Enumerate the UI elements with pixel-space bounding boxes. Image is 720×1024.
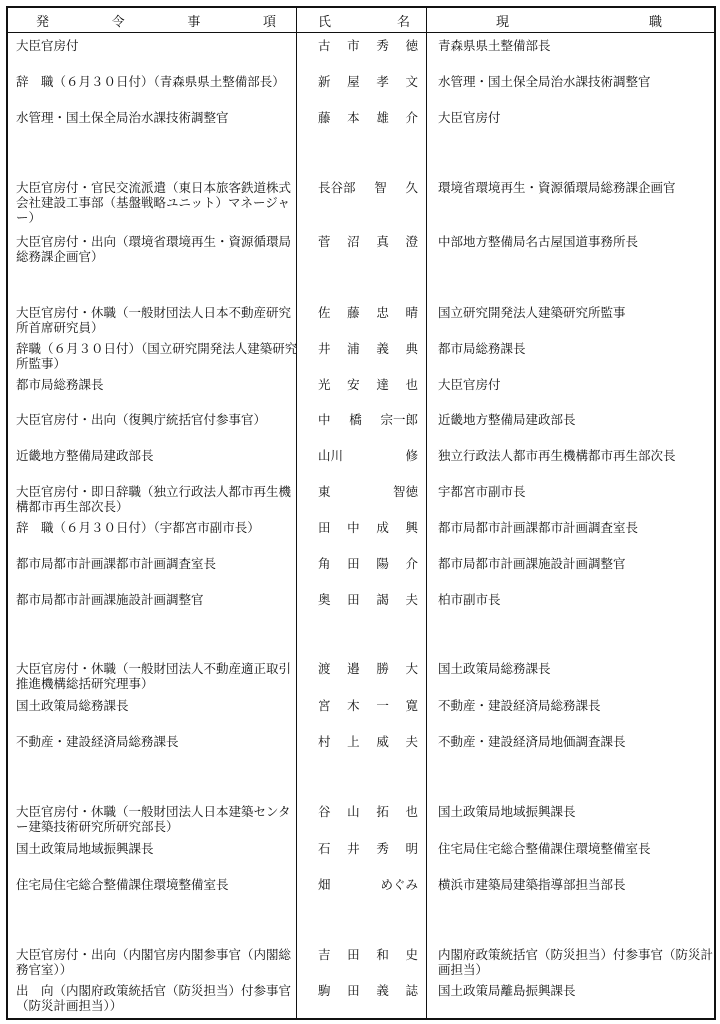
person-name-cell: 新 屋 孝 文: [318, 74, 418, 89]
current-position-cell: 都市局都市計画課施設計画調整官: [438, 556, 626, 571]
order-item-cell: 都市局都市計画課都市計画調査室長: [16, 556, 217, 571]
person-name-cell: 菅 沼 真 澄: [318, 234, 418, 249]
order-item-cell: 辞 職（６月３０日付）（青森県県土整備部長）: [16, 74, 285, 89]
current-position-cell: 水管理・国土保全局治水課技術調整官: [438, 74, 651, 89]
current-position-cell: 国立研究開発法人建築研究所監事: [438, 305, 626, 320]
current-position-cell: 大臣官房付: [438, 377, 501, 392]
order-item-cell: 大臣官房付: [16, 38, 79, 53]
person-name-cell: 古 市 秀 徳: [318, 38, 418, 53]
order-item-cell: 辞 職（６月３０日付）（宇都宮市副市長）: [16, 520, 260, 535]
person-name-cell: 田 中 成 興: [318, 520, 418, 535]
appointment-table: [6, 6, 716, 1020]
order-item-cell: 国土政策局総務課長: [16, 698, 129, 713]
order-item-cell: 大臣官房付・出向（環境省環境再生・資源循環局総務課企画官）: [16, 234, 292, 264]
order-item-cell: 大臣官房付・休職（一般財団法人日本建築センター建築技術研究所研究部長）: [16, 804, 291, 834]
person-name-cell: 佐 藤 忠 晴: [318, 305, 418, 320]
current-position-cell: 柏市副市長: [438, 592, 501, 607]
person-name-cell: 長谷部 智 久: [318, 180, 418, 195]
column-divider-2: [426, 8, 427, 1018]
header-name: 氏 名: [318, 14, 410, 30]
order-item-cell: 大臣官房付・出向（復興庁統括官付参事官）: [16, 412, 267, 427]
current-position-cell: 中部地方整備局名古屋国道事務所長: [438, 234, 639, 249]
current-position-cell: 都市局都市計画課都市計画調査室長: [438, 520, 639, 535]
current-position-cell: 青森県県土整備部長: [438, 38, 551, 53]
current-position-cell: 大臣官房付: [438, 110, 501, 125]
header-divider: [8, 32, 714, 33]
person-name-cell: 駒 田 義 誌: [318, 983, 418, 998]
person-name-cell: 東 智徳: [318, 484, 418, 499]
order-item-cell: 都市局都市計画課施設計画調整官: [16, 592, 204, 607]
order-item-cell: 水管理・国土保全局治水課技術調整官: [16, 110, 229, 125]
order-item-cell: 住宅局住宅総合整備課住環境整備室長: [16, 877, 229, 892]
order-item-cell: 都市局総務課長: [16, 377, 104, 392]
person-name-cell: 渡 邉 勝 大: [318, 661, 418, 676]
person-name-cell: 谷 山 拓 也: [318, 804, 418, 819]
order-item-cell: 大臣官房付・官民交流派遣（東日本旅客鉄道株式会社建設工事部（基盤戦略ユニット）マネージャー）: [16, 180, 292, 225]
person-name-cell: 中 橋 宗一郎: [318, 412, 418, 427]
current-position-cell: 国土政策局総務課長: [438, 661, 551, 676]
order-item-cell: 近畿地方整備局建政部長: [16, 448, 154, 463]
order-item-cell: 大臣官房付・休職（一般財団法人不動産適正取引推進機構総括研究理事）: [16, 661, 292, 691]
order-item-cell: 大臣官房付・出向（内閣官房内閣参事官（内閣総務官室））: [16, 947, 292, 977]
person-name-cell: 畑 めぐみ: [318, 877, 418, 892]
person-name-cell: 奥 田 謁 夫: [318, 592, 418, 607]
person-name-cell: 石 井 秀 明: [318, 841, 418, 856]
current-position-cell: 宇都宮市副市長: [438, 484, 526, 499]
order-item-cell: 辞職（６月３０日付）（国立研究開発法人建築研究所監事）: [16, 341, 298, 371]
current-position-cell: 不動産・建設経済局地価調査課長: [438, 734, 626, 749]
order-item-cell: 不動産・建設経済局総務課長: [16, 734, 179, 749]
current-position-cell: 内閣府政策統括官（防災担当）付参事官（防災計画担当）: [438, 947, 714, 977]
current-position-cell: 近畿地方整備局建政部長: [438, 412, 576, 427]
order-item-cell: 大臣官房付・休職（一般財団法人日本不動産研究所首席研究員）: [16, 305, 292, 335]
person-name-cell: 山川 修: [318, 448, 418, 463]
order-item-cell: 国土政策局地域振興課長: [16, 841, 154, 856]
current-position-cell: 住宅局住宅総合整備課住環境整備室長: [438, 841, 651, 856]
current-position-cell: 国土政策局地域振興課長: [438, 804, 576, 819]
current-position-cell: 独立行政法人都市再生機構都市再生部次長: [438, 448, 676, 463]
person-name-cell: 吉 田 和 史: [318, 947, 418, 962]
header-current-position: 現 職: [496, 14, 662, 30]
person-name-cell: 井 浦 義 典: [318, 341, 418, 356]
order-item-cell: 出 向（内閣府政策統括官（防災担当）付参事官（防災計画担当））: [16, 983, 292, 1013]
order-item-cell: 大臣官房付・即日辞職（独立行政法人都市再生機構都市再生部次長）: [16, 484, 292, 514]
person-name-cell: 藤 本 雄 介: [318, 110, 418, 125]
header-order-items: 発 令 事 項: [36, 14, 276, 30]
current-position-cell: 不動産・建設経済局総務課長: [438, 698, 601, 713]
person-name-cell: 角 田 陽 介: [318, 556, 418, 571]
person-name-cell: 光 安 達 也: [318, 377, 418, 392]
person-name-cell: 村 上 威 夫: [318, 734, 418, 749]
current-position-cell: 環境省環境再生・資源循環局総務課企画官: [438, 180, 676, 195]
person-name-cell: 宮 木 一 寛: [318, 698, 418, 713]
current-position-cell: 横浜市建築局建築指導部担当部長: [438, 877, 626, 892]
current-position-cell: 都市局総務課長: [438, 341, 526, 356]
current-position-cell: 国土政策局離島振興課長: [438, 983, 576, 998]
